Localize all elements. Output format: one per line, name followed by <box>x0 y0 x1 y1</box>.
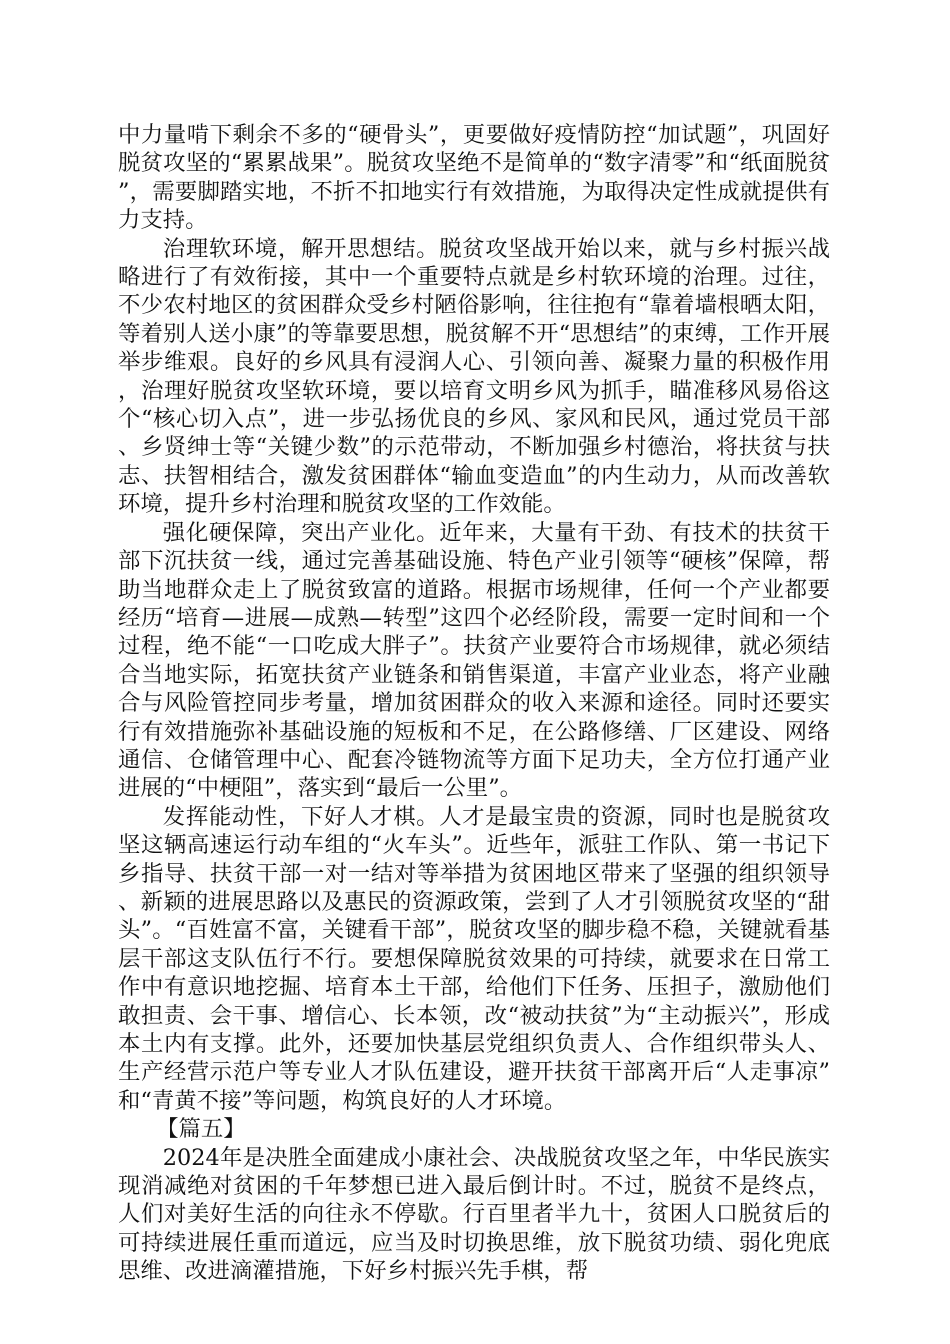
paragraph-talent: 发挥能动性，下好人才棋。人才是最宝贵的资源，同时也是脱贫攻坚这辆高速运行动车组的“火车头”。近些年，派驻工作队、第一书记下乡指导、扶贫干部一对一结对等举措为贫困地区带来了坚强的组织领导、新颖的进展思路以及惠民的资源政策，尝到了人才引领脱贫攻坚的“甜头”。“百姓富不富，关键看干部”，脱贫攻坚的脚步稳不稳，关键就看基层干部这支队伍行不行。要想保障脱贫效果的可持续，就要求在日常工作中有意识地挖掘、培育本土干部，给他们下任务、压担子，激励他们敢担责、会干事、增信心、长本领，改“被动扶贫”为“主动振兴”，形成本土内有支撑。此外，还要加快基层党组织负责人、合作组织带头人、生产经营示范户等专业人才队伍建设，避开扶贫干部离开后“人走事凉”和“青黄不接”等问题，构筑良好的人才环境。 <box>118 803 830 1114</box>
paragraph-hard-guarantee: 强化硬保障，突出产业化。近年来，大量有干劲、有技术的扶贫干部下沉扶贫一线，通过完善基础设施、特色产业引领等“硬核”保障，帮助当地群众走上了脱贫致富的道路。根据市场规律，任何一个产业都要经历“培育—进展—成熟—转型”这四个必经阶段，需要一定时间和一个过程，绝不能“一口吃成大胖子”。扶贫产业要符合市场规律，就必须结合当地实际，拓宽扶贫产业链条和销售渠道，丰富产业业态，将产业融合与风险管控同步考量，增加贫困群众的收入来源和途径。同时还要实行有效措施弥补基础设施的短板和不足，在公路修缮、厂区建设、网络通信、仓储管理中心、配套冷链物流等方面下足功夫，全方位打通产业进展的“中梗阻”，落实到“最后一公里”。 <box>118 519 830 802</box>
paragraph-soft-environment: 治理软环境，解开思想结。脱贫攻坚战开始以来，就与乡村振兴战略进行了有效衔接，其中一个重要特点就是乡村软环境的治理。过往，不少农村地区的贫困群众受乡村陋俗影响，往往抱有“靠着墙根晒太阳，等着别人送小康”的等靠要思想，脱贫解不开“思想结”的束缚，工作开展举步维艰。良好的乡风具有浸润人心、引领向善、凝聚力量的积极作用，治理好脱贫攻坚软环境，要以培育文明乡风为抓手，瞄准移风易俗这个“核心切入点”，进一步弘扬优良的乡风、家风和民风，通过党员干部、乡贤绅士等“关键少数”的示范带动，不断加强乡村德治，将扶贫与扶志、扶智相结合，激发贫困群体“输血变造血”的内生动力，从而改善软环境，提升乡村治理和脱贫攻坚的工作效能。 <box>118 235 830 518</box>
paragraph-section-five: 2024年是决胜全面建成小康社会、决战脱贫攻坚之年，中华民族实现消减绝对贫困的千年梦想已进入最后倒计时。不过，脱贫不是终点，人们对美好生活的向往永不停歇。行百里者半九十，贫困人口脱贫后的可持续进展任重而道远，应当及时切换思维，放下脱贫功绩、弱化兜底思维、改进滴灌措施，下好乡村振兴先手棋，帮 <box>118 1144 830 1285</box>
document-page <box>118 121 830 1286</box>
section-heading: 【篇五】 <box>156 1116 246 1143</box>
paragraph-continuation: 中力量啃下剩余不多的“硬骨头”，更要做好疫情防控“加试题”，巩固好脱贫攻坚的“累累战果”。脱贫攻坚绝不是简单的“数字清零”和“纸面脱贫”，需要脚踏实地，不折不扣地实行有效措施，为取得决定性成就提供有力支持。 <box>118 122 830 234</box>
